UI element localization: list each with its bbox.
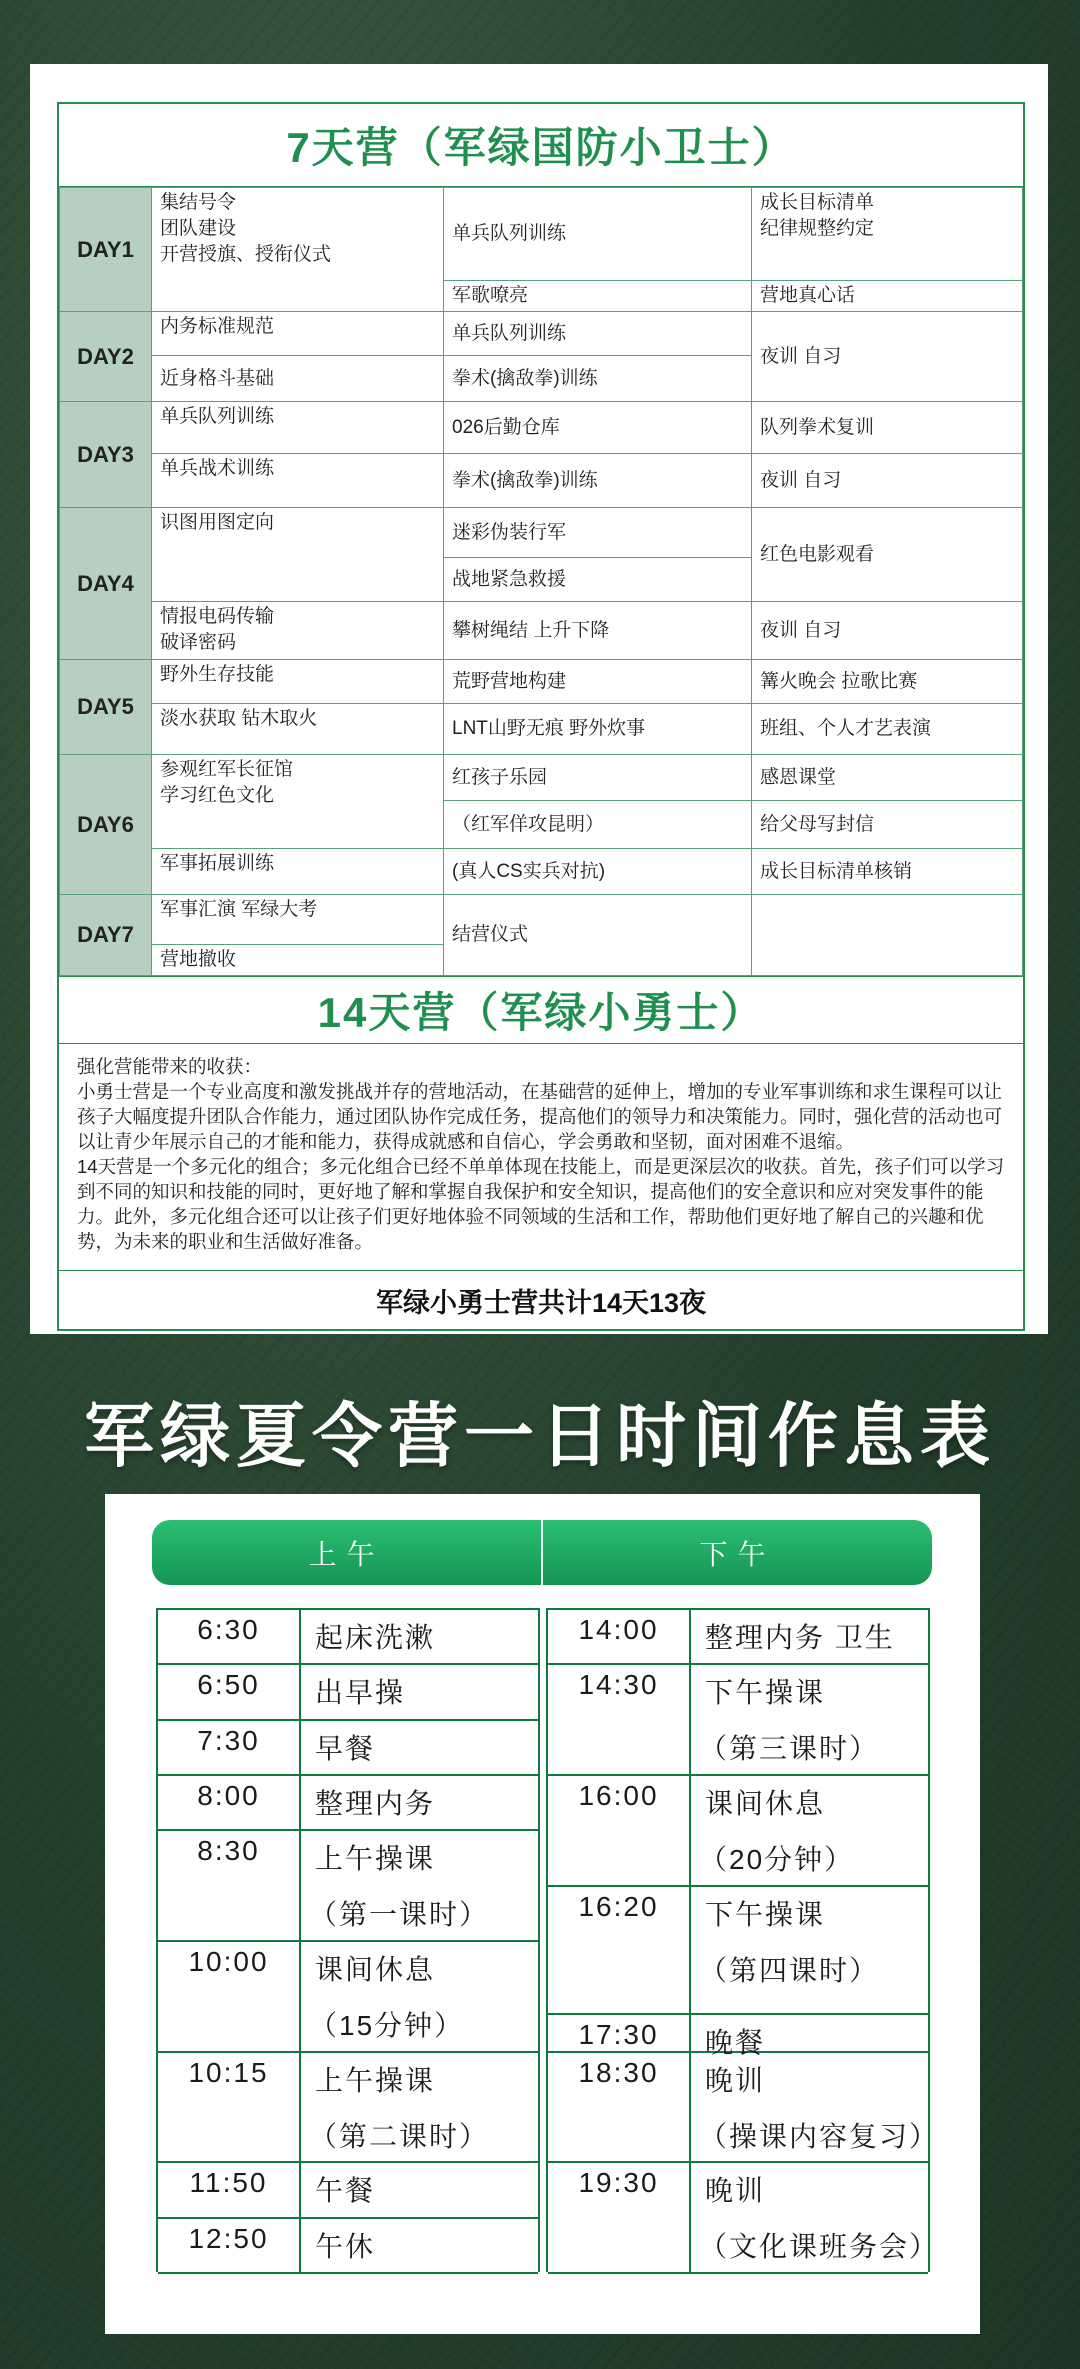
activity-cell: [301, 1776, 538, 1831]
activity-label: 午休: [315, 2230, 376, 2262]
activity-cell: [301, 2163, 538, 2218]
activity-cell: [691, 2053, 940, 2164]
activity-cell: [301, 1721, 538, 1776]
day-item: 夜训 自习: [752, 312, 1023, 402]
activity-cell: [301, 1831, 538, 1942]
day-item: 淡水获取 钻木取火: [152, 704, 444, 755]
time-cell: [548, 1665, 691, 1776]
camp-schedule-table: [57, 102, 1025, 1331]
day-item: 感恩课堂: [752, 755, 1023, 801]
activity-detail: （文化课班务会）: [699, 2231, 940, 2263]
activity-label: 上午操课: [315, 2064, 436, 2096]
activity-cell: [301, 2219, 538, 2274]
day-item: 026后勤仓库: [444, 402, 752, 454]
camp14-title: 14天营（军绿小勇士）: [59, 976, 1023, 1044]
time-cell: [548, 2163, 691, 2274]
activity-label: 下午操课: [705, 1677, 826, 1709]
day-item: 结营仪式: [444, 895, 752, 976]
time-cell: [158, 2163, 301, 2218]
activity-label: 晚训: [705, 2175, 766, 2207]
time-label: 16:20: [578, 1890, 659, 1922]
camp14-description: [59, 1044, 1023, 1271]
day-label: DAY4: [60, 508, 152, 660]
day-item: 单兵队列训练: [444, 312, 752, 356]
day-item: 单兵队列训练: [152, 402, 444, 454]
time-label: 6:50: [197, 1669, 260, 1701]
time-cell: [548, 2053, 691, 2164]
activity-label: 早餐: [315, 1732, 376, 1764]
day-label: DAY6: [60, 755, 152, 895]
day-item: 红色电影观看: [752, 508, 1023, 602]
time-cell: [158, 1776, 301, 1831]
time-cell: [548, 1610, 691, 1665]
day-item: 拳术(擒敌拳)训练: [444, 356, 752, 402]
activity-label: 课间休息: [315, 1954, 436, 1985]
time-label: 10:00: [188, 1946, 269, 1977]
day-item: 给父母写封信: [752, 801, 1023, 849]
activity-label: 午餐: [315, 2175, 376, 2207]
activity-detail: （第一课时）: [309, 1899, 490, 1931]
day-item: 集结号令 团队建设 开营授旗、授衔仪式: [152, 188, 444, 312]
day-item: 参观红军长征馆 学习红色文化: [152, 755, 444, 849]
time-label: 14:30: [578, 1669, 659, 1701]
time-label: 7:30: [197, 1724, 260, 1756]
time-cell: [158, 1721, 301, 1776]
activity-cell: [301, 1942, 538, 2053]
day-item: 军事拓展训练: [152, 849, 444, 895]
day-item: 战地紧急救援: [444, 558, 752, 602]
am-column: [156, 1608, 540, 2272]
time-cell: [548, 1887, 691, 2015]
activity-cell: [691, 1665, 928, 1776]
time-cell: [158, 1942, 301, 2053]
day-item: 成长目标清单 纪律规整约定: [752, 188, 1023, 281]
activity-label: 整理内务 卫生: [705, 1622, 895, 1653]
activity-cell: [691, 1610, 928, 1665]
activity-detail: （15分钟）: [309, 2010, 465, 2041]
day-item: 单兵队列训练: [444, 188, 752, 281]
time-label: 8:00: [197, 1780, 260, 1811]
day-item: 红孩子乐园: [444, 755, 752, 801]
time-cell: [158, 1831, 301, 1942]
activity-cell: [301, 1610, 538, 1665]
pm-column: [546, 1608, 940, 2272]
day-item: 情报电码传输 破译密码: [152, 602, 444, 660]
activity-cell: [691, 2015, 928, 2058]
day-label: DAY5: [60, 660, 152, 755]
camp7-title: 7天营（军绿国防小卫士）: [59, 104, 1023, 187]
activity-label: 出早操: [315, 1677, 406, 1709]
time-cell: [158, 2219, 301, 2274]
time-label: 19:30: [578, 2167, 659, 2199]
time-label: 16:00: [578, 1780, 659, 1811]
activity-detail: （操课内容复习）: [699, 2120, 940, 2152]
activity-label: 上午操课: [315, 1843, 436, 1875]
time-label: 12:50: [188, 2222, 269, 2254]
time-cell: [158, 2053, 301, 2164]
activity-detail: （第三课时）: [699, 1733, 880, 1765]
time-label: 11:50: [189, 2167, 268, 2199]
camp14-benefits-heading: 强化营能带来的收获：: [77, 1056, 263, 1077]
activity-detail: （第四课时）: [699, 1954, 880, 1986]
day-item: (真人CS实兵对抗): [444, 849, 752, 895]
day-item: 近身格斗基础: [152, 356, 444, 402]
am-header: 上午: [308, 1538, 385, 1570]
activity-cell: [691, 1776, 928, 1887]
activity-detail: （第二课时）: [309, 2120, 490, 2152]
day-label: DAY3: [60, 402, 152, 508]
time-label: 8:30: [197, 1835, 260, 1867]
day-item: 单兵战术训练: [152, 454, 444, 508]
time-label: 18:30: [578, 2056, 659, 2088]
day-item: 内务标准规范: [152, 312, 444, 356]
day-label: DAY7: [60, 895, 152, 976]
day-item: 夜训 自习: [752, 602, 1023, 660]
camp14-total: 军绿小勇士营共计14天13夜: [375, 1287, 707, 1318]
activity-detail: （20分钟）: [699, 1844, 855, 1875]
daily-schedule-table: [156, 1608, 940, 2272]
time-label: 17:30: [578, 2018, 659, 2050]
day-item: 篝火晚会 拉歌比赛: [752, 660, 1023, 704]
day-item: 班组、个人才艺表演: [752, 704, 1023, 755]
day-item: 队列拳术复训: [752, 402, 1023, 454]
activity-cell: [691, 1887, 928, 2015]
time-cell: [158, 1665, 301, 1720]
activity-label: 下午操课: [705, 1898, 826, 1930]
camp14-paragraph: 小勇士营是一个专业高度和激发挑战并存的营地活动，在基础营的延伸上，增加的专业军事训练和求生课程可以让孩子大幅度提升团队合作能力，通过团队协作完成任务，提高他们的领导力和决策能力。同时，强化营的活动也可以让青少年展示自己的才能和能力，获得成就感和自信心，学会勇敢和坚韧，面对困难不退缩。: [77, 1081, 1003, 1152]
day-item: （红军佯攻昆明）: [444, 801, 752, 849]
day-item: 营地真心话: [752, 281, 1023, 312]
day-item: 荒野营地构建: [444, 660, 752, 704]
day-item: 军事汇演 军绿大考: [152, 895, 444, 945]
day-item: 迷彩伪装行军: [444, 508, 752, 558]
day-item: 拳术(擒敌拳)训练: [444, 454, 752, 508]
activity-label: 晚训: [705, 2064, 766, 2096]
day-item: LNT山野无痕 野外炊事: [444, 704, 752, 755]
day-item: 成长目标清单核销: [752, 849, 1023, 895]
day-item: [752, 895, 1023, 976]
activity-cell: [301, 1665, 538, 1720]
activity-label: 整理内务: [315, 1788, 436, 1819]
time-label: 14:00: [578, 1614, 659, 1645]
day-label: DAY1: [60, 188, 152, 312]
day-item: 识图用图定向: [152, 508, 444, 602]
day-item: 营地撤收: [152, 945, 444, 976]
daily-schedule-heading: 军绿夏令营一日时间作息表: [84, 1397, 996, 1475]
time-label: 10:15: [188, 2056, 269, 2088]
camp7-table: [59, 187, 1023, 976]
camp14-paragraph: 14天营是一个多元化的组合；多元化组合已经不单单体现在技能上，而是更深层次的收获。首先，孩子们可以学习到不同的知识和技能的同时，更好地了解和掌握自我保护和安全知识，提高他们的安全意识和应对突发事件的能力。此外，多元化组合还可以让孩子们更好地体验不同领域的生活和工作，帮助他们更好地了解自己的兴趣和优势，为未来的职业和生活做好准备。: [77, 1156, 1005, 1252]
day-item: 攀树绳结 上升下降: [444, 602, 752, 660]
day-label: DAY2: [60, 312, 152, 402]
day-item: 夜训 自习: [752, 454, 1023, 508]
time-cell: [548, 2015, 691, 2053]
time-label: 6:30: [197, 1614, 260, 1645]
activity-cell: [301, 2053, 538, 2164]
activity-label: 起床洗漱: [315, 1622, 436, 1653]
day-item: 军歌嘹亮: [444, 281, 752, 312]
schedule-header-bar: [152, 1520, 932, 1585]
activity-label: 晚餐: [705, 2026, 766, 2058]
activity-cell: [691, 2163, 940, 2274]
time-cell: [548, 1776, 691, 1887]
time-cell: [158, 1610, 301, 1665]
pm-header: 下午: [699, 1538, 776, 1570]
activity-label: 课间休息: [705, 1788, 826, 1819]
day-item: 野外生存技能: [152, 660, 444, 704]
header-divider: [541, 1520, 543, 1585]
